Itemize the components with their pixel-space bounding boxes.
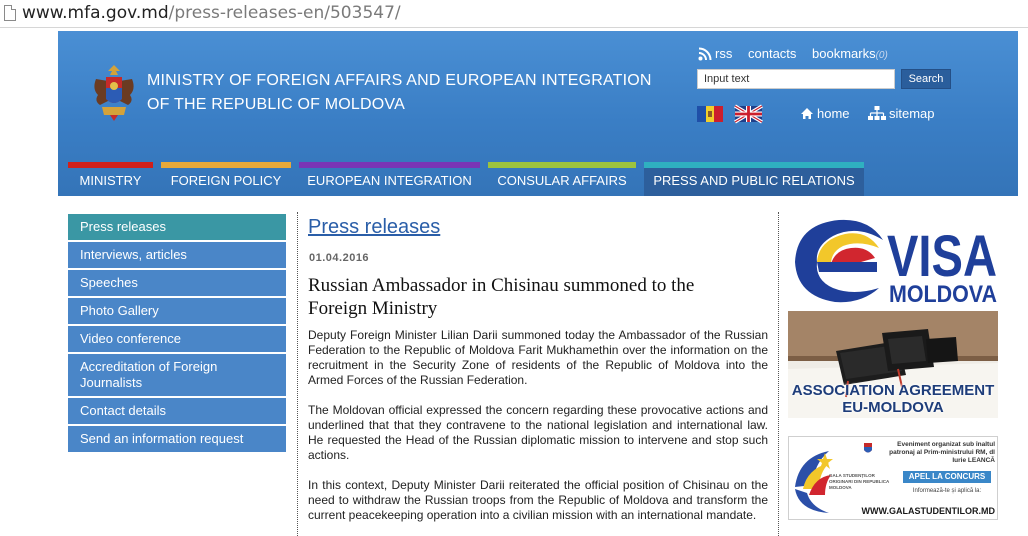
bookmarks-count: (0) [875,50,888,61]
search-button[interactable]: Search [901,69,951,89]
main-nav [58,162,1018,196]
sidebar-item-video-conference[interactable]: Video conference [68,326,286,352]
association-agreement-subtitle: EU-MOLDOVA [842,399,944,416]
sidebar-item-speeches[interactable]: Speeches [68,270,286,296]
nav-item-press-and-public-relations[interactable]: PRESS AND PUBLIC RELATIONS [644,162,864,196]
uk-flag-icon[interactable] [735,106,762,122]
association-agreement-banner[interactable] [788,311,998,418]
article-area [297,212,779,536]
site-title[interactable] [147,69,652,117]
rss-icon[interactable] [698,47,712,61]
sidebar-item-interviews-articles[interactable]: Interviews, articles [68,242,286,268]
sidebar-item-photo-gallery[interactable]: Photo Gallery [68,298,286,324]
sitemap-link[interactable] [868,106,935,121]
article-paragraph: In this context, Deputy Minister Darii reiterated the official position of Chisinau on the need to withdraw the Russian troops from the Republic of Moldova and transform the current peacekeeping operation into a civilian mission with an international mandate. [308,478,768,522]
nav-item-consular-affairs[interactable]: CONSULAR AFFAIRS [488,162,636,196]
page-icon [4,5,16,21]
home-link[interactable] [800,106,850,121]
nav-item-foreign-policy[interactable]: FOREIGN POLICY [161,162,291,196]
gala-event-text: Eveniment organizat sub înaltul patronaj al Prim-ministrului RM, dl Iurie LEANCĂ [889,441,995,464]
bookmarks-link[interactable] [812,46,888,61]
association-agreement-title: ASSOCIATION AGREEMENT [791,382,995,399]
gala-info-text: Informează-te și aplică la: [912,488,982,494]
gala-studentilor-banner[interactable] [788,436,998,520]
article-paragraph: Deputy Foreign Minister Lilian Darii summoned today the Ambassador of the Russian Federation to the Republic of Moldova Farit Mukhamethin over the information on the recruitment in the Security Zone of residents of the Republic of Moldova into the Armed Forces of the Russian Federation. [308,328,768,387]
visa-moldova-banner[interactable] [787,214,999,306]
nav-item-european-integration[interactable]: EUROPEAN INTEGRATION [299,162,480,196]
url-host: www.mfa.gov.md [22,3,169,23]
sitemap-label: sitemap [889,106,935,121]
gala-url-text[interactable]: WWW.GALASTUDENTILOR.MD [861,506,995,516]
nav-item-ministry[interactable]: MINISTRY [68,162,153,196]
article-headline: Russian Ambassador in Chisinau summoned to the Foreign Ministry [308,275,695,319]
site-title-line2: OF THE REPUBLIC OF MOLDOVA [147,96,405,113]
home-label: home [817,106,850,121]
moldova-flag-icon[interactable] [697,106,723,122]
contacts-link[interactable]: contacts [748,46,797,61]
section-title-link[interactable]: Press releases [308,216,441,238]
sitemap-icon [868,106,886,120]
url-path: /press-releases-en/503547/ [168,3,401,23]
sidebar-item-information-request[interactable]: Send an information request [68,426,286,452]
sidebar-item-accreditation[interactable]: Accreditation of Foreign Journalists [68,354,286,396]
site-header [58,31,1018,196]
sidebar-menu [68,214,286,454]
coat-of-arms-small-icon [863,441,873,455]
gala-apel-button[interactable]: APEL LA CONCURS [903,471,991,483]
address-bar[interactable] [0,0,1028,28]
bookmarks-label: bookmarks [812,46,876,61]
sidebar-item-contact-details[interactable]: Contact details [68,398,286,424]
article-paragraph: The Moldovan official expressed the concern regarding these provocative actions and underlined that that they contravene to the national legislation and international law. He requested the Head of the Russian diplomatic mission to intervene and stop such actions. [308,403,768,462]
visa-word: VISA [887,224,997,289]
home-icon [800,107,814,120]
rss-link[interactable]: rss [715,46,733,61]
sidebar-item-press-releases[interactable]: Press releases [68,214,286,240]
article-date: 01.04.2016 [309,252,370,264]
coat-of-arms-icon [90,61,138,123]
search-input[interactable]: Input text [697,69,895,89]
moldova-word: MOLDOVA [889,281,997,308]
site-title-line1: MINISTRY OF FOREIGN AFFAIRS AND EUROPEAN INTEGRATION [147,72,652,89]
gala-name-text: GALA STUDENȚILOR ORIGINARI DIN REPUBLICA MOLDOVA [829,473,890,490]
url-text[interactable] [22,3,401,23]
